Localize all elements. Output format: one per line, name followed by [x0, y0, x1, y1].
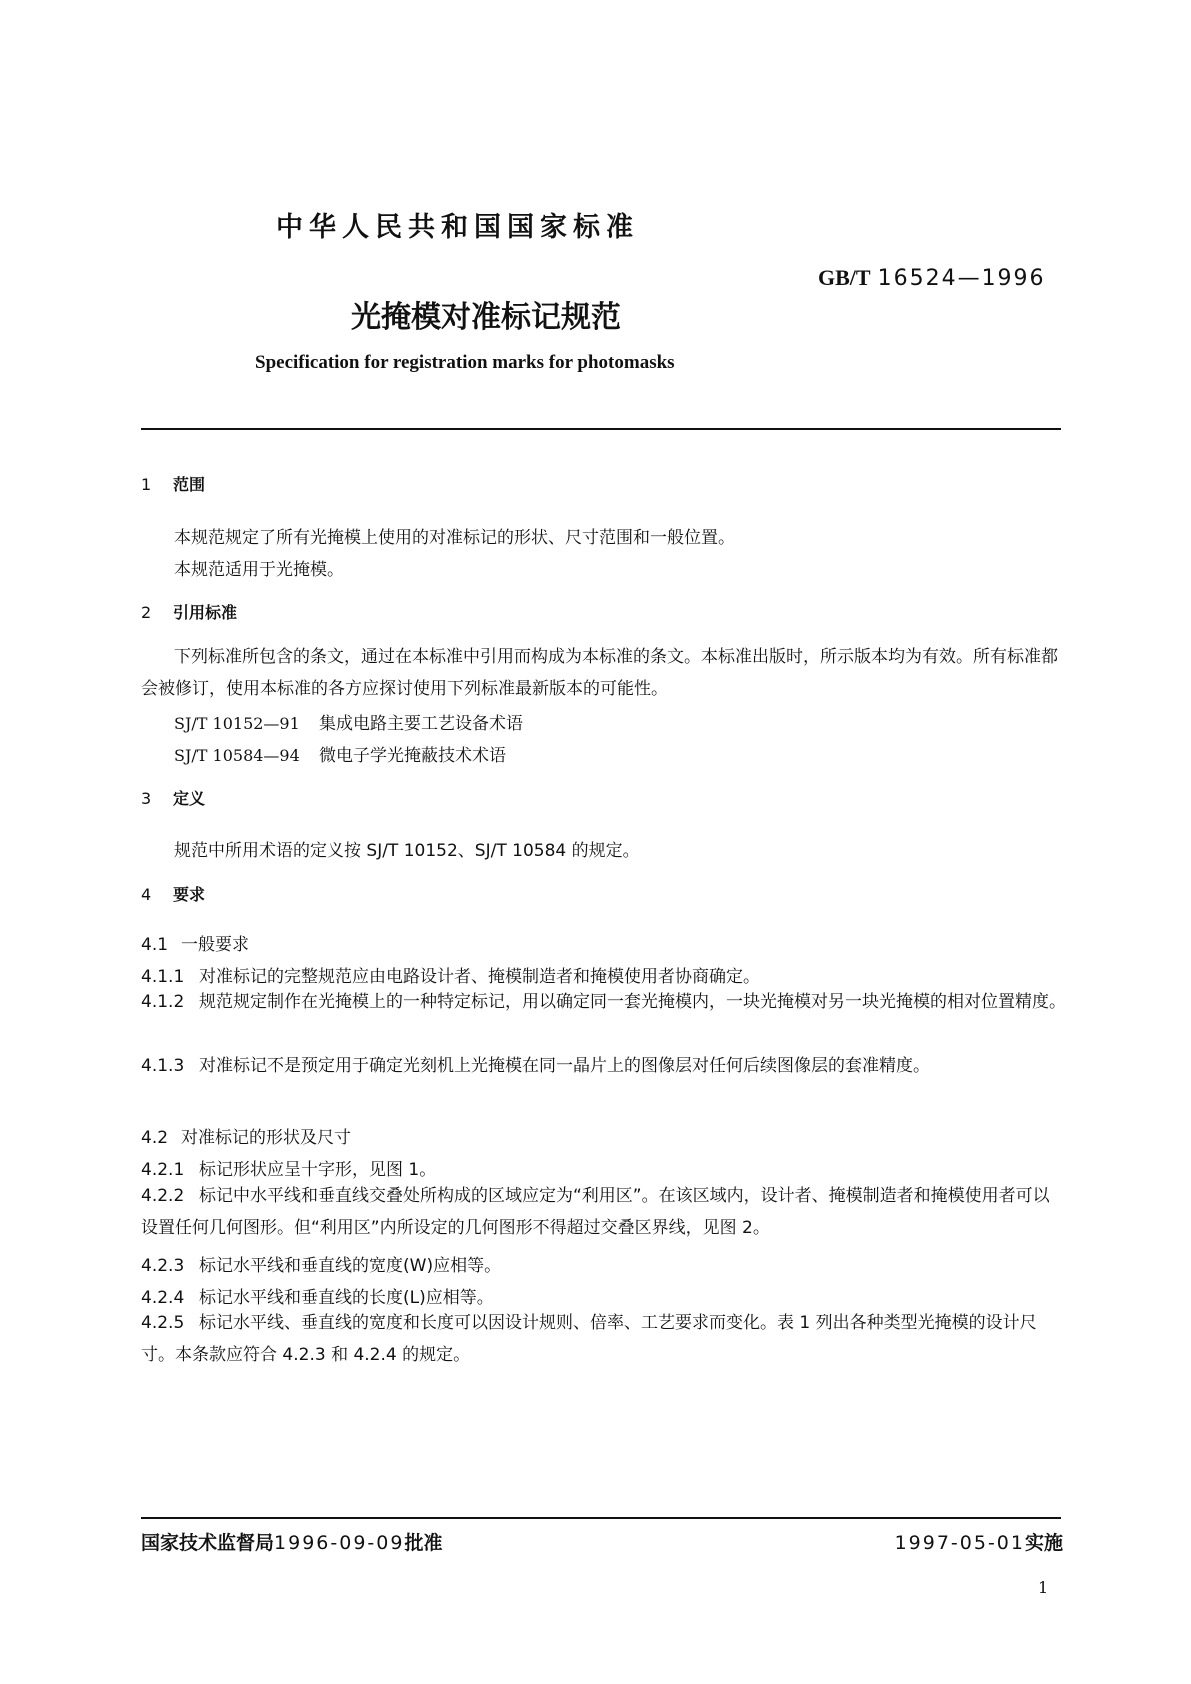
- clause-4-2-4: 4.2.4 标记水平线和垂直线的长度(L)应相等。: [141, 1288, 494, 1308]
- standard-code-prefix: GB/T: [818, 265, 871, 290]
- section-2-heading: 2 引用标准: [141, 603, 238, 622]
- document-title-cn: 光掩模对准标记规范: [351, 300, 621, 335]
- footer-divider: [141, 1517, 1061, 1519]
- clause-4-2-5: 4.2.5 标记水平线、垂直线的宽度和长度可以因设计规则、倍率、工艺要求而变化。表 1 列出各种类型光掩模的设计尺寸。本条款应符合 4.2.3 和 4.2.4 的规定。: [141, 1313, 1037, 1365]
- effective-label: 实施: [1024, 1532, 1063, 1554]
- standard-code-number: 16524—1996: [877, 266, 1046, 291]
- effective-date: 1997-05-01: [894, 1532, 1025, 1554]
- national-standard-heading: 中华人民共和国国家标准: [276, 212, 639, 243]
- clause-4-2-1: 4.2.1 标记形状应呈十字形，见图 1。: [141, 1160, 437, 1180]
- section-3-para-1: 规范中所用术语的定义按 SJ/T 10152、SJ/T 10584 的规定。: [174, 841, 640, 861]
- clause-4-2-3: 4.2.3 标记水平线和垂直线的宽度(W)应相等。: [141, 1256, 502, 1276]
- effective-line: [895, 1528, 1063, 1555]
- section-1-heading: 1 范围: [141, 475, 206, 494]
- approval-org: 国家技术监督局: [141, 1532, 275, 1554]
- clause-4-1-3: 4.1.3 对准标记不是预定用于确定光刻机上光掩模在同一晶片上的图像层对任何后续图像层的套准精度。: [141, 1056, 930, 1076]
- page-number: 1: [1038, 1578, 1049, 1597]
- section-4-heading: 4 要求: [141, 885, 206, 904]
- standard-code: [818, 265, 1046, 291]
- section-1-para-2: 本规范适用于光掩模。: [174, 560, 344, 580]
- approval-label: 批准: [404, 1532, 443, 1554]
- section-3-heading: 3 定义: [141, 789, 206, 808]
- clause-4-1-2: 4.1.2 规范规定制作在光掩模上的一种特定标记，用以确定同一套光掩模内，一块光掩模对另一块光掩模的相对位置精度。: [141, 992, 1066, 1012]
- clause-4-2-2: 4.2.2 标记中水平线和垂直线交叠处所构成的区域应定为“利用区”。在该区域内，设计者、掩模制造者和掩模使用者可以设置任何几何图形。但“利用区”内所设定的几何图形不得超过交叠区界线，见图 2。: [141, 1186, 1050, 1238]
- clause-4-2: 4.2 对准标记的形状及尺寸: [141, 1128, 351, 1148]
- reference-item: SJ/T 10584—94 微电子学光掩蔽技术术语: [174, 746, 506, 766]
- section-2-para-1: 下列标准所包含的条文，通过在本标准中引用而构成为本标准的条文。本标准出版时，所示版本均为有效。所有标准都会被修订，使用本标准的各方应探讨使用下列标准最新版本的可能性。: [141, 647, 1058, 699]
- clause-4-1-1: 4.1.1 对准标记的完整规范应由电路设计者、掩模制造者和掩模使用者协商确定。: [141, 967, 760, 987]
- clause-4-1: 4.1 一般要求: [141, 935, 249, 955]
- document-title-en: Specification for registration marks for photomasks: [255, 352, 675, 373]
- approval-date: 1996-09-09: [274, 1532, 405, 1554]
- approval-line: [141, 1528, 442, 1555]
- reference-item: SJ/T 10152—91 集成电路主要工艺设备术语: [174, 714, 523, 734]
- header-divider: [141, 428, 1061, 430]
- section-1-para-1: 本规范规定了所有光掩模上使用的对准标记的形状、尺寸范围和一般位置。: [174, 528, 735, 548]
